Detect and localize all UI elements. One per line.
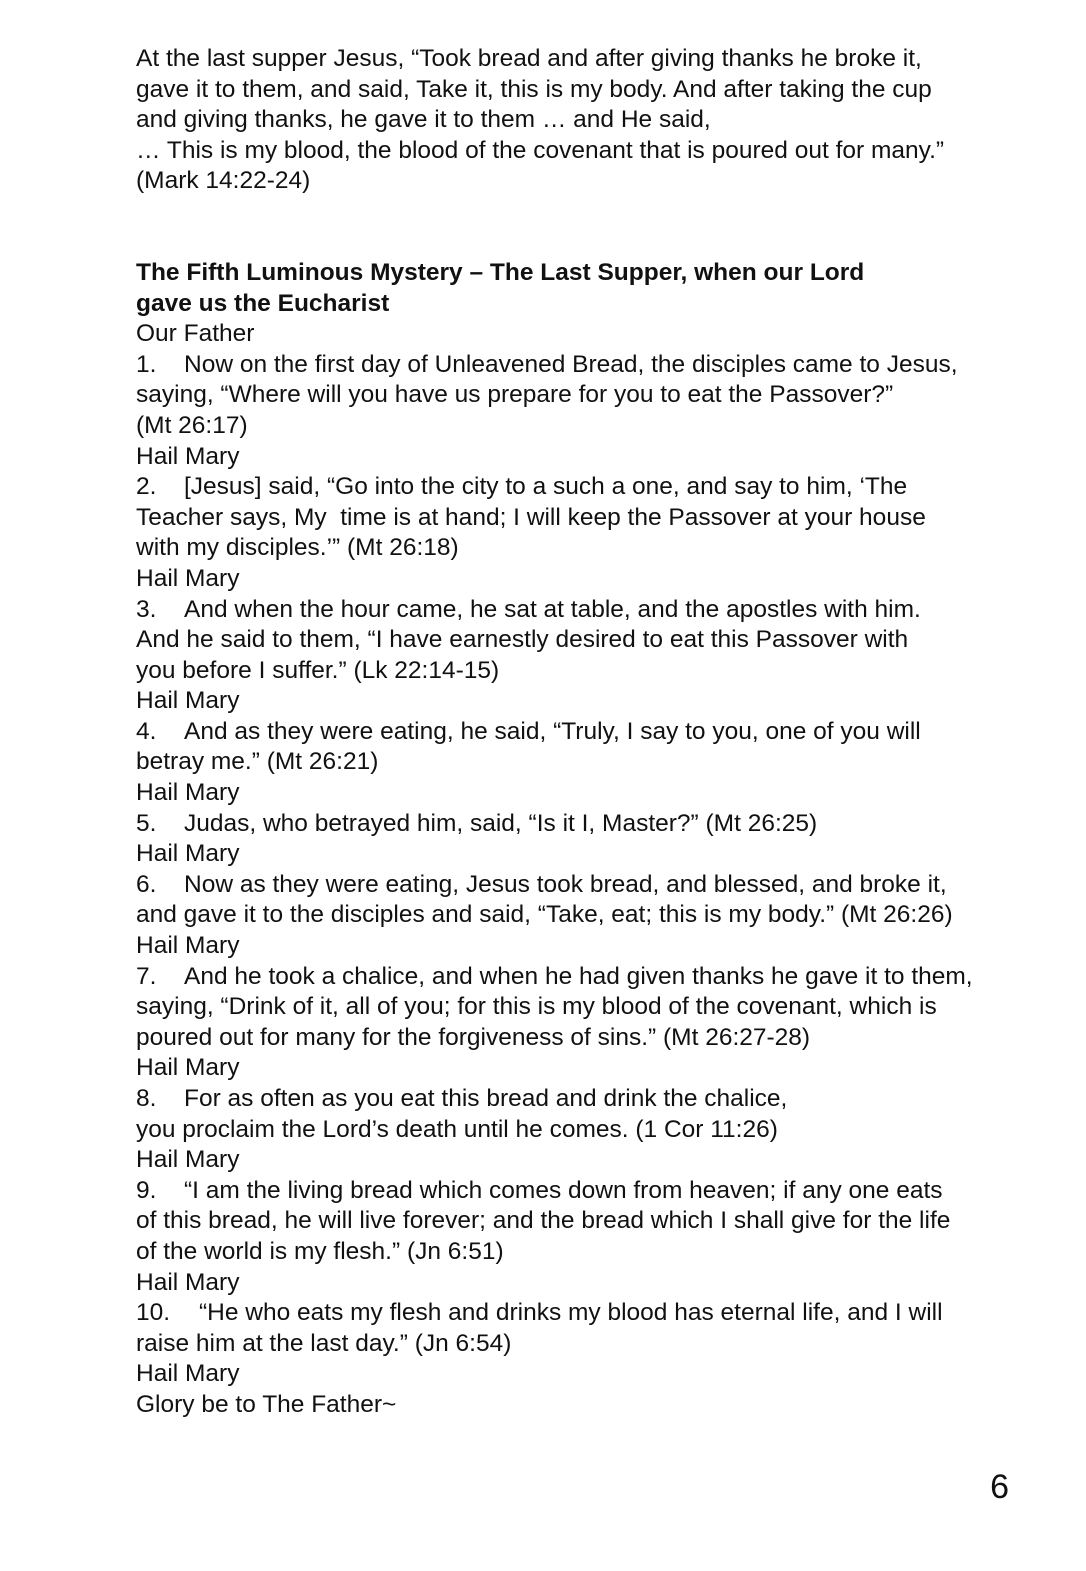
decade-item xyxy=(136,595,1016,717)
intro-line: and giving thanks, he gave it to them … and He said, xyxy=(136,106,711,134)
hail-mary-prayer: Hail Mary xyxy=(136,442,240,470)
decade-text-line: raise him at the last day.” (Jn 6:54) xyxy=(136,1329,512,1357)
intro-paragraph xyxy=(136,44,1016,197)
decade-item xyxy=(136,1176,1016,1298)
intro-citation: (Mark 14:22-24) xyxy=(136,167,311,195)
decade-number: 4. xyxy=(136,717,157,745)
decade-first-line xyxy=(136,1084,1016,1115)
hail-mary-prayer: Hail Mary xyxy=(136,1146,240,1174)
decade-text-line: saying, “Drink of it, all of you; for this is my blood of the covenant, which is xyxy=(136,993,937,1021)
decade-number: 6. xyxy=(136,870,157,898)
decade-number: 7. xyxy=(136,962,157,990)
intro-line: gave it to them, and said, Take it, this is my body. And after taking the cup xyxy=(136,75,932,103)
decade-number: 5. xyxy=(136,809,157,837)
decade-item xyxy=(136,350,1016,472)
decade-text: [Jesus] said, “Go into the city to a such a one, and say to him, ‘The xyxy=(184,473,908,501)
decade-text: Judas, who betrayed him, said, “Is it I, Master?” (Mt 26:25) xyxy=(184,809,818,837)
decade-text: And he took a chalice, and when he had given thanks he gave it to them, xyxy=(184,962,973,990)
decade-item xyxy=(136,962,1016,1084)
decade-item xyxy=(136,1084,1016,1176)
decade-item xyxy=(136,717,1016,809)
mystery-heading xyxy=(136,258,1016,319)
decade-text-line: and gave it to the disciples and said, “Take, eat; this is my body.” (Mt 26:26) xyxy=(136,901,953,929)
mystery-title-line: gave us the Eucharist xyxy=(136,289,390,317)
hail-mary-prayer: Hail Mary xyxy=(136,1268,240,1296)
decade-item xyxy=(136,472,1016,594)
decade-text-line: betray me.” (Mt 26:21) xyxy=(136,748,379,776)
hail-mary-prayer: Hail Mary xyxy=(136,779,240,807)
decade-text: “I am the living bread which comes down from heaven; if any one eats xyxy=(184,1176,943,1204)
hail-mary-prayer: Hail Mary xyxy=(136,1360,240,1388)
intro-line: … This is my blood, the blood of the covenant that is poured out for many.” xyxy=(136,136,945,164)
decade-text-line: you proclaim the Lord’s death until he comes. (1 Cor 11:26) xyxy=(136,1115,778,1143)
decades-list xyxy=(136,350,1016,1390)
page-number: 6 xyxy=(990,1468,1009,1506)
opening-prayer: Our Father xyxy=(136,320,255,348)
decade-first-line xyxy=(136,595,1016,626)
decade-text: Now on the first day of Unleavened Bread, the disciples came to Jesus, xyxy=(184,350,958,378)
decade-number: 10. xyxy=(136,1299,171,1327)
decade-number: 1. xyxy=(136,350,157,378)
decade-text: “He who eats my flesh and drinks my blood has eternal life, and I will xyxy=(199,1299,943,1327)
decade-text: And when the hour came, he sat at table, and the apostles with him. xyxy=(184,595,921,623)
hail-mary-prayer: Hail Mary xyxy=(136,687,240,715)
decade-text: For as often as you eat this bread and drink the chalice, xyxy=(184,1085,788,1112)
decade-number: 2. xyxy=(136,473,157,501)
decade-text-line: And he said to them, “I have earnestly desired to eat this Passover with xyxy=(136,626,909,654)
decade-text-line: of this bread, he will live forever; and the bread which I shall give for the life xyxy=(136,1207,951,1235)
closing-prayer: Glory be to The Father~ xyxy=(136,1390,397,1418)
decade-text-line: (Mt 26:17) xyxy=(136,411,248,439)
decade-first-line xyxy=(136,1176,1016,1207)
decade-text: And as they were eating, he said, “Truly, I say to you, one of you will xyxy=(184,717,921,745)
hail-mary-prayer: Hail Mary xyxy=(136,1054,240,1082)
decade-text-line: saying, “Where will you have us prepare for you to eat the Passover?” xyxy=(136,381,894,409)
decade-number: 8. xyxy=(136,1085,157,1112)
hail-mary-prayer: Hail Mary xyxy=(136,564,240,592)
decade-item xyxy=(136,809,1016,870)
decade-first-line xyxy=(136,350,1016,381)
decade-text-line: poured out for many for the forgiveness of sins.” (Mt 26:27-28) xyxy=(136,1023,811,1051)
section-spacer xyxy=(136,197,1016,258)
decade-first-line xyxy=(136,870,1016,901)
decade-text: Now as they were eating, Jesus took bread, and blessed, and broke it, xyxy=(184,870,947,898)
decade-text-line: you before I suffer.” (Lk 22:14-15) xyxy=(136,656,500,684)
decade-first-line xyxy=(136,1298,1016,1329)
decade-text-line: of the world is my flesh.” (Jn 6:51) xyxy=(136,1237,504,1265)
decade-number: 3. xyxy=(136,595,157,623)
decade-item xyxy=(136,1298,1016,1390)
decade-text-line: with my disciples.’” (Mt 26:18) xyxy=(136,534,459,562)
intro-line: At the last supper Jesus, “Took bread and after giving thanks he broke it, xyxy=(136,45,922,72)
decade-first-line xyxy=(136,962,1016,993)
hail-mary-prayer: Hail Mary xyxy=(136,840,240,868)
hail-mary-prayer: Hail Mary xyxy=(136,932,240,960)
decade-first-line xyxy=(136,809,1016,840)
decade-first-line xyxy=(136,717,1016,748)
decade-item xyxy=(136,870,1016,962)
decade-first-line xyxy=(136,472,1016,503)
decade-number: 9. xyxy=(136,1176,157,1204)
mystery-title-line: The Fifth Luminous Mystery – The Last Supper, when our Lord xyxy=(136,258,865,286)
page-content xyxy=(136,44,1016,1421)
decade-text-line: Teacher says, My time is at hand; I will keep the Passover at your house xyxy=(136,503,926,531)
